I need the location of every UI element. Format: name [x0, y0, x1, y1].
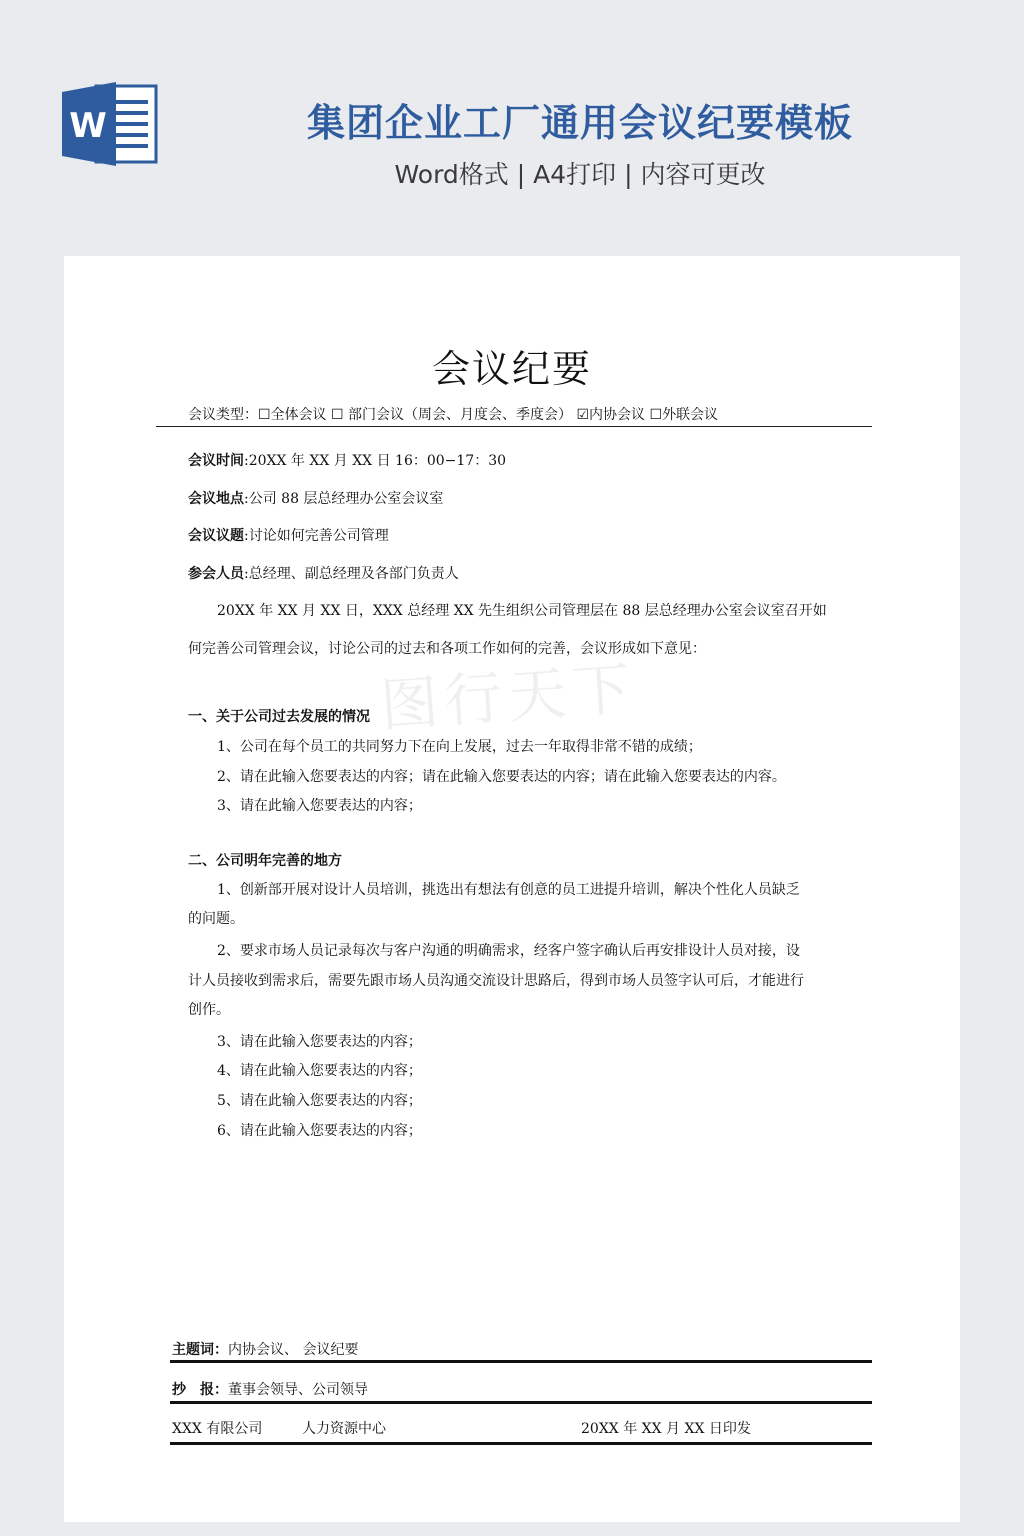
header-divider: [156, 426, 872, 427]
meeting-type-option: 部门会议（周会、月度会、季度会）: [348, 407, 573, 423]
cc-label: 抄 报：: [172, 1382, 228, 1398]
cc-value: 董事会领导、公司领导: [228, 1382, 368, 1398]
keywords-label: 主题词：: [172, 1342, 228, 1358]
field-value: 公司 88 层总经理办公室会议室: [248, 491, 444, 507]
checkbox-icon[interactable]: ☐: [258, 407, 271, 423]
meeting-type-row: [188, 404, 718, 424]
issuer-department: 人力资源中心: [302, 1421, 386, 1437]
banner-title: 集团企业工厂通用会议纪要模板: [306, 101, 853, 145]
meeting-type-option: 内协会议: [589, 407, 646, 423]
keywords-value: 内协会议、 会议纪要: [228, 1342, 359, 1358]
field-attendees: 参会人员:总经理、副总经理及各部门负责人: [188, 566, 459, 582]
issue-date: 20XX 年 XX 月 XX 日印发: [581, 1421, 751, 1437]
list-item: 3、请在此输入您要表达的内容；: [217, 798, 422, 814]
meeting-type-label: 会议类型：: [188, 407, 258, 423]
intro-paragraph-line: 何完善公司管理会议，讨论公司的过去和各项工作如何的完善，会议形成如下意见：: [188, 641, 706, 657]
footer-divider: [170, 1401, 872, 1404]
field-label: 参会人员: [188, 566, 244, 582]
checked-checkbox-icon[interactable]: ☑: [576, 407, 590, 423]
word-icon: [62, 82, 158, 166]
banner-subtitle: Word格式 | A4打印 | 内容可更改: [394, 160, 766, 189]
field-label: 会议时间: [188, 453, 244, 469]
list-item: 6、请在此输入您要表达的内容；: [217, 1123, 422, 1139]
document-title: 会议纪要: [431, 347, 592, 391]
field-meeting-topic: 会议议题:讨论如何完善公司管理: [188, 528, 389, 544]
list-item: 3、请在此输入您要表达的内容；: [217, 1034, 422, 1050]
list-item: 4、请在此输入您要表达的内容；: [217, 1063, 422, 1079]
field-meeting-time: 会议时间:20XX 年 XX 月 XX 日 16：00−17：30: [188, 453, 507, 469]
list-item: 2、要求市场人员记录每次与客户沟通的明确需求，经客户签字确认后再安排设计人员对接，设: [217, 943, 800, 959]
section-heading: 一、关于公司过去发展的情况: [188, 709, 370, 725]
footer-divider: [170, 1442, 872, 1445]
meeting-type-option: 外联会议: [662, 407, 719, 423]
field-meeting-location: 会议地点:公司 88 层总经理办公室会议室: [188, 491, 444, 507]
checkbox-icon[interactable]: ☐: [331, 407, 344, 423]
list-item: 2、请在此输入您要表达的内容；请在此输入您要表达的内容；请在此输入您要表达的内容。: [217, 769, 786, 785]
field-value: 讨论如何完善公司管理: [248, 528, 389, 544]
field-value: 总经理、副总经理及各部门负责人: [248, 566, 459, 582]
list-item-continuation: 计人员接收到需求后，需要先跟市场人员沟通交流设计思路后，得到市场人员签字认可后，才能进行: [188, 973, 804, 989]
cc-row: [172, 1379, 368, 1399]
keywords-row: [172, 1339, 358, 1359]
footer-divider: [170, 1360, 872, 1363]
page-banner: [0, 0, 1024, 250]
list-item: 1、创新部开展对设计人员培训，挑选出有想法有创意的员工进提升培训，解决个性化人员缺乏: [217, 882, 800, 898]
watermark: 图行天下: [378, 654, 639, 740]
word-logo-letter: W: [69, 106, 107, 146]
field-label: 会议议题: [188, 528, 244, 544]
field-value: 20XX 年 XX 月 XX 日 16：00−17：30: [248, 453, 507, 469]
list-item-continuation: 创作。: [188, 1002, 230, 1018]
field-label: 会议地点: [188, 491, 244, 507]
checkbox-icon[interactable]: ☐: [649, 407, 663, 423]
issuer-company: XXX 有限公司: [172, 1421, 263, 1437]
list-item: 1、公司在每个员工的共同努力下在向上发展，过去一年取得非常不错的成绩；: [217, 739, 702, 755]
list-item-continuation: 的问题。: [188, 911, 244, 927]
intro-paragraph-line: 20XX 年 XX 月 XX 日，XXX 总经理 XX 先生组织公司管理层在 88 层总经理办公室会议室召开如: [217, 603, 827, 619]
meeting-type-option: 全体会议: [270, 407, 327, 423]
list-item: 5、请在此输入您要表达的内容；: [217, 1093, 422, 1109]
section-heading: 二、公司明年完善的地方: [188, 853, 342, 869]
